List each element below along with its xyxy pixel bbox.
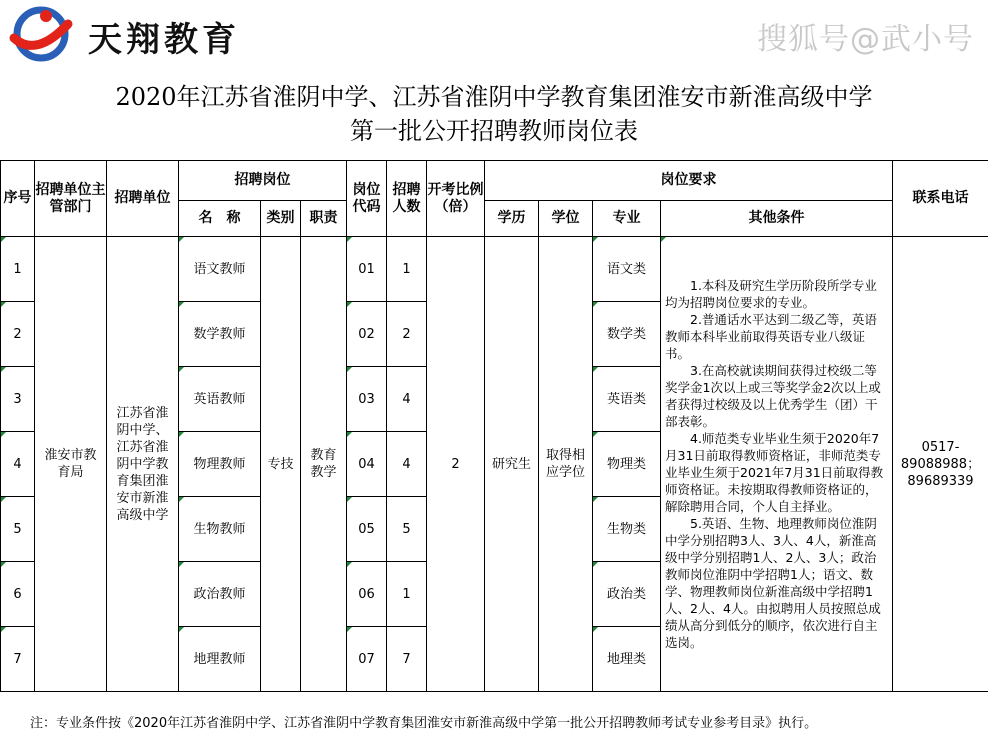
header-major: 专业	[593, 201, 661, 237]
cell-degree: 取得相应学位	[539, 237, 593, 692]
cell-count: 4	[387, 432, 427, 497]
header-dept: 招聘单位主管部门	[35, 161, 107, 237]
header-post-group: 招聘岗位	[179, 161, 347, 201]
cell-code: 04	[347, 432, 387, 497]
recruitment-table	[0, 160, 988, 692]
header-seq: 序号	[1, 161, 35, 237]
header-unit: 招聘单位	[107, 161, 179, 237]
condition-item: 4.师范类专业毕业生须于2020年7月31日前取得教师资格证，非师范类专业毕业生须于2021年7月31日前取得教师资格证。未按期取得教师资格证的，解除聘用合同，个人自主择业。	[665, 431, 884, 514]
header-phone: 联系电话	[893, 161, 988, 237]
header-req-group: 岗位要求	[485, 161, 893, 201]
cell-post-name: 语文教师	[179, 237, 261, 302]
condition-item: 5.英语、生物、地理教师岗位淮阴中学分别招聘3人、3人、4人，新淮高级中学分别招聘1人、2人、3人；政治教师岗位淮阴中学招聘1人；语文、数学、物理教师岗位新淮高级中学招聘1人、2人、4人。由拟聘用人员按照总成绩从高分到低分的顺序，依次进行自主选岗。	[665, 516, 881, 650]
header-post-type: 类别	[261, 201, 301, 237]
cell-count: 4	[387, 367, 427, 432]
cell-seq: 1	[1, 237, 35, 302]
cell-other-conditions	[661, 237, 893, 692]
cell-code: 05	[347, 497, 387, 562]
cell-seq: 7	[1, 627, 35, 692]
cell-post-type: 专技	[261, 237, 301, 692]
cell-post-name: 生物教师	[179, 497, 261, 562]
title-line-1: 2020年江苏省淮阴中学、江苏省淮阴中学教育集团淮安市新淮高级中学	[115, 83, 873, 111]
cell-post-duty: 教育教学	[301, 237, 347, 692]
cell-major: 政治类	[593, 562, 661, 627]
cell-post-name: 地理教师	[179, 627, 261, 692]
cell-major: 语文类	[593, 237, 661, 302]
logo-icon	[6, 4, 76, 62]
cell-seq: 3	[1, 367, 35, 432]
watermark-text: 搜狐号@武小号	[757, 22, 974, 57]
cell-code: 07	[347, 627, 387, 692]
header-post-duty: 职责	[301, 201, 347, 237]
brand-name: 天翔教育	[88, 20, 240, 60]
cell-post-name: 数学教师	[179, 302, 261, 367]
cell-seq: 5	[1, 497, 35, 562]
cell-major: 物理类	[593, 432, 661, 497]
cell-unit: 江苏省淮阴中学、江苏省淮阴中学教育集团淮安市新淮高级中学	[107, 237, 179, 692]
header-ratio: 开考比例（倍）	[427, 161, 485, 237]
cell-phone: 0517-89088988；89689339	[893, 237, 988, 692]
cell-count: 1	[387, 237, 427, 302]
cell-post-name: 英语教师	[179, 367, 261, 432]
cell-major: 地理类	[593, 627, 661, 692]
header-degree: 学位	[539, 201, 593, 237]
cell-count: 5	[387, 497, 427, 562]
table-row	[1, 237, 988, 302]
page-title	[0, 80, 988, 148]
cell-count: 1	[387, 562, 427, 627]
footnote: 注：专业条件按《2020年江苏省淮阴中学、江苏省淮阴中学教育集团淮安市新淮高级中学第一批公开招聘教师考试专业参考目录》执行。	[30, 716, 818, 731]
cell-major: 数学类	[593, 302, 661, 367]
header-post-name: 名 称	[179, 201, 261, 237]
title-line-2: 第一批公开招聘教师岗位表	[350, 117, 638, 145]
header-code: 岗位代码	[347, 161, 387, 237]
cell-dept: 淮安市教育局	[35, 237, 107, 692]
top-banner	[0, 0, 988, 68]
cell-major: 英语类	[593, 367, 661, 432]
cell-code: 02	[347, 302, 387, 367]
cell-major: 生物类	[593, 497, 661, 562]
cell-education: 研究生	[485, 237, 539, 692]
cell-seq: 4	[1, 432, 35, 497]
cell-seq: 6	[1, 562, 35, 627]
cell-count: 2	[387, 302, 427, 367]
header-other: 其他条件	[661, 201, 893, 237]
cell-ratio: 2	[427, 237, 485, 692]
header-count: 招聘人数	[387, 161, 427, 237]
cell-seq: 2	[1, 302, 35, 367]
cell-code: 01	[347, 237, 387, 302]
cell-code: 03	[347, 367, 387, 432]
cell-post-name: 物理教师	[179, 432, 261, 497]
header-education: 学历	[485, 201, 539, 237]
condition-item: 1.本科及研究生学历阶段所学专业均为招聘岗位要求的专业。	[665, 278, 877, 310]
cell-post-name: 政治教师	[179, 562, 261, 627]
condition-item: 3.在高校就读期间获得过校级二等奖学金1次以上或三等奖学金2次以上或者获得过校级及以上优秀学生（团）干部表彰。	[665, 363, 881, 429]
cell-code: 06	[347, 562, 387, 627]
cell-count: 7	[387, 627, 427, 692]
condition-item: 2.普通话水平达到二级乙等，英语教师本科毕业前取得英语专业八级证书。	[665, 312, 877, 361]
